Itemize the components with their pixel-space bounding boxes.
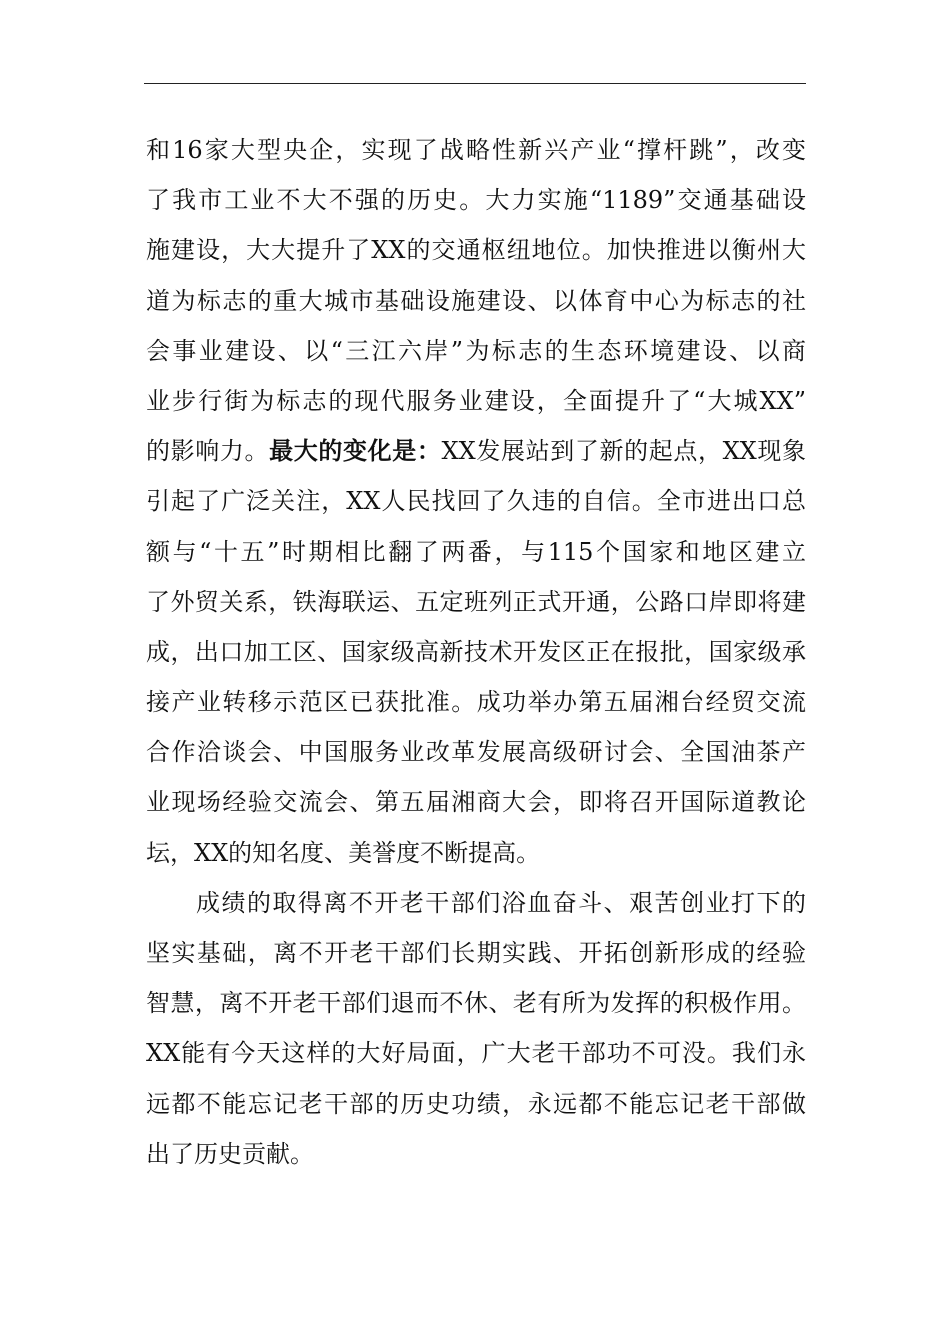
text-run: 的影响力。 [146,437,270,466]
text-line: 坛，XX的知名度、美誉度不断提高。 [146,838,541,867]
text-line: 远都不能忘记老干部的历史功绩，永远都不能忘记老干部做 [146,1089,806,1118]
text-line: 合作洽谈会、中国服务业改革发展高级研讨会、全国油茶产 [146,738,806,767]
text-line: 了外贸关系，铁海联运、五定班列正式开通，公路口岸即将建 [146,587,806,616]
text-line: 施建设，大大提升了XX的交通枢纽地位。加快推进以衡州大 [146,236,806,265]
text-line: 智慧，离不开老干部们退而不休、老有所为发挥的积极作用。 [146,989,806,1018]
text-line-with-emphasis [146,426,806,476]
text-line: 道为标志的重大城市基础设施建设、以体育中心为标志的社 [146,286,806,315]
text-line: 了我市工业不大不强的历史。大力实施“1189”交通基础设 [146,186,806,215]
text-line: 接产业转移示范区已获批准。成功举办第五届湘台经贸交流 [146,688,806,717]
text-line: XX能有今天这样的大好局面，广大老干部功不可没。我们永 [146,1039,806,1068]
text-line: 出了历史贡献。 [146,1139,314,1168]
header-rule [144,83,806,84]
text-line: 会事业建设、以“三江六岸”为标志的生态环境建设、以商 [146,336,806,365]
text-line: 坚实基础，离不开老干部们长期实践、开拓创新形成的经验 [146,939,806,967]
text-line: 引起了广泛关注，XX人民找回了久违的自信。全市进出口总 [146,487,806,516]
text-run: XX发展站到了新的起点，XX现象 [441,437,807,466]
bold-emphasis: 最大的变化是： [269,436,442,466]
text-line: 业步行街为标志的现代服务业建设，全面提升了“大城XX” [146,386,806,415]
paragraph-first-line: 成绩的取得离不开老干部们浴血奋斗、艰苦创业打下的 [196,888,806,917]
text-line: 业现场经验交流会、第五届湘商大会，即将召开国际道教论 [146,788,806,817]
text-line: 和16家大型央企，实现了战略性新兴产业“撑杆跳”，改变 [146,136,806,164]
text-line: 额与“十五”时期相比翻了两番，与115个国家和地区建立 [146,537,806,566]
body-text [146,125,806,1179]
text-line: 成，出口加工区、国家级高新技术开发区正在报批，国家级承 [146,637,806,666]
